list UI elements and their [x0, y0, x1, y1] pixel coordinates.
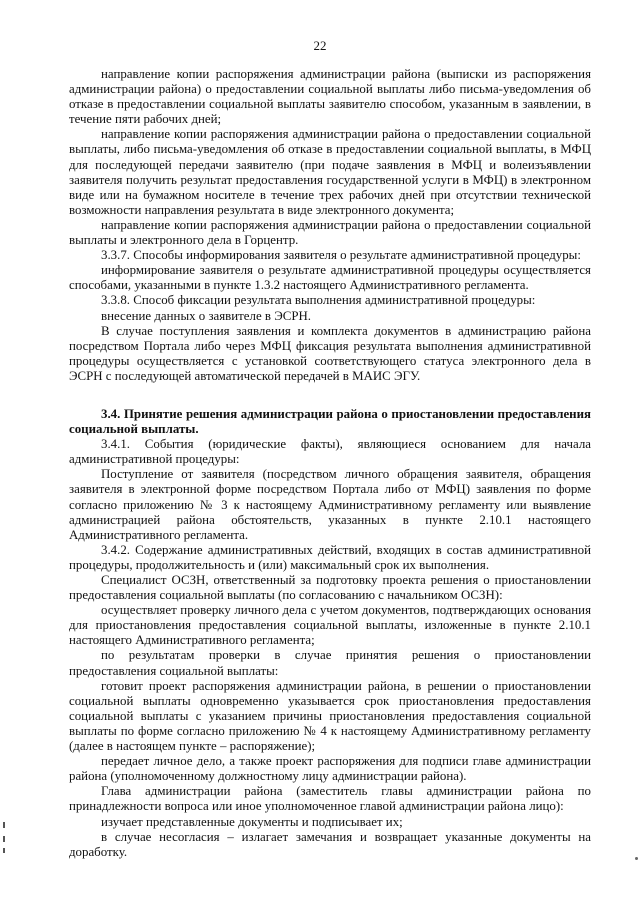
paragraph: направление копии распоряжения администрации района о предоставлении социальной выплаты и электронного дела в Горцентр. [69, 217, 591, 248]
paragraph: изучает представленные документы и подписывает их; [101, 814, 403, 829]
section-heading: 3.4. Принятие решения администрации района о приостановлении предоставления социальной выплаты. [69, 406, 591, 437]
paragraph: 3.3.8. Способ фиксации результата выполнения административной процедуры: [101, 293, 536, 308]
paragraph: осуществляет проверку личного дела с учетом документов, подтверждающих основания для приостановления предоставления социальной выплаты, изложенные в пункте 2.10.1 настоящего Административного регламента; [69, 603, 591, 648]
scan-mark [3, 822, 5, 828]
paragraph: готовит проект распоряжения администрации района, в решении о приостановлении социальной выплаты одновременно указывается срок приостановления предоставления социальной выплаты с указанием причины приостановления предоставления социальной выплаты по форме согласно приложению № 4 к настоящему Административному регламенту (далее в настоящем пункте – распоряжение); [69, 678, 591, 754]
paragraph: направление копии распоряжения администрации района (выписки из распоряжения администрации района) о предоставлении социальной выплаты либо письма-уведомления об отказе в предоставлении социальной выплаты заявителю способом, указанным в заявлении, в течение пяти рабочих дней; [69, 67, 591, 127]
paragraph: направление копии распоряжения администрации района о предоставлении социальной выплаты, либо письма-уведомления об отказе в предоставлении социальной выплаты, в МФЦ для последующей передачи заявителю (при подаче заявления в МФЦ и волеизъявлении заявителя получить результат предоставления государственной услуги в МФЦ) в электронном виде или на бумажном носителе в течение трех рабочих дней при отсутствии технической возможности направления результата в виде электронного документа; [69, 127, 591, 217]
scan-edge-mark [635, 857, 638, 860]
paragraph: В случае поступления заявления и комплекта документов в администрацию района посредством Портала либо через МФЦ фиксация результата выполнения административной процедуры осуществляется с установкой соответствующего статуса электронного дела в ЭСРН с последующей автоматической передачей в МАИС ЭГУ. [69, 323, 591, 383]
paragraph: 3.3.7. Способы информирования заявителя о результате административной процедуры: [101, 248, 581, 263]
scan-mark [3, 848, 5, 853]
paragraph: Специалист ОСЗН, ответственный за подготовку проекта решения о приостановлении предоставления социальной выплаты (по согласованию с начальником ОСЗН): [69, 573, 591, 603]
paragraph: Глава администрации района (заместитель главы администрации района по принадлежности вопроса или иное уполномоченное главой администрации района лицо): [69, 784, 591, 814]
paragraph: 3.4.2. Содержание административных действий, входящих в состав административной процедуры, продолжительность и (или) максимальный срок их выполнения. [69, 542, 591, 572]
paragraph: 3.4.1. События (юридические факты), являющиеся основанием для начала административной процедуры: [69, 437, 591, 467]
paragraph: в случае несогласия – излагает замечания и возвращает указанные документы на доработку. [69, 829, 591, 859]
document-body [69, 67, 591, 860]
scan-mark [3, 836, 5, 842]
paragraph: информирование заявителя о результате административной процедуры осуществляется способами, указанными в пункте 1.3.2 настоящего Административного регламента. [69, 263, 591, 293]
paragraph: внесение данных о заявителе в ЭСРН. [101, 308, 312, 323]
paragraph: Поступление от заявителя (посредством личного обращения заявителя, обращения заявителя в электронной форме посредством Портала либо от МФЦ) заявления по форме согласно приложению № 3 к настоящему Административному регламенту или выявление администрацией района обстоятельств, указанных в пункте 2.10.1 настоящего Административного регламента. [69, 467, 591, 542]
page-number: 22 [313, 38, 327, 53]
paragraph: по результатам проверки в случае принятия решения о приостановлении предоставления социальной выплаты: [69, 648, 591, 678]
paragraph: передает личное дело, а также проект распоряжения для подписи главе администрации района (уполномоченному должностному лицу администрации района). [69, 754, 591, 784]
